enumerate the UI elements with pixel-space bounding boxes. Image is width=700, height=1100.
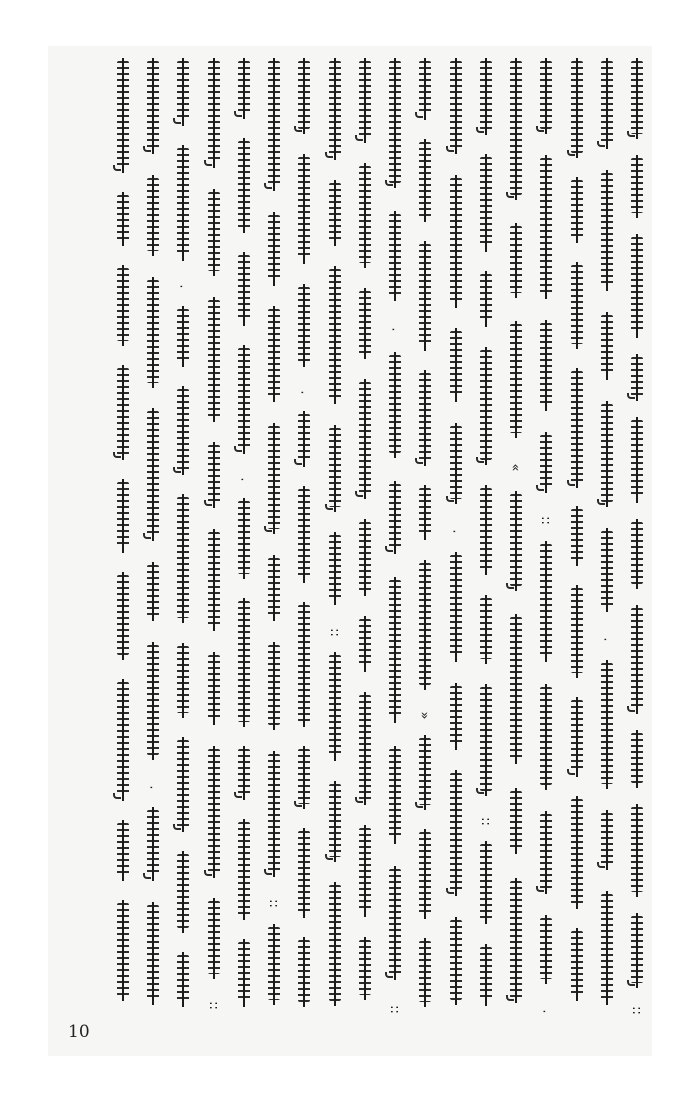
word-glyph <box>450 920 462 1001</box>
punctuation-mark: · <box>233 477 249 482</box>
word-glyph <box>208 532 220 627</box>
word-glyph <box>540 814 552 889</box>
word-glyph <box>601 894 613 999</box>
punctuation-mark: « <box>507 463 523 472</box>
word-glyph <box>419 373 431 461</box>
text-column <box>594 56 620 1028</box>
word-glyph <box>631 608 643 710</box>
punctuation-mark: · <box>142 785 158 790</box>
word-glyph <box>268 215 280 281</box>
word-glyph <box>298 749 310 803</box>
word-glyph <box>359 828 371 912</box>
word-glyph <box>147 411 159 536</box>
word-glyph <box>117 368 129 455</box>
word-glyph <box>389 61 401 183</box>
word-glyph <box>208 192 220 272</box>
word-glyph <box>359 522 371 592</box>
word-glyph <box>631 61 643 134</box>
word-glyph <box>480 157 492 247</box>
word-glyph <box>177 309 189 362</box>
word-glyph <box>389 749 401 839</box>
word-glyph <box>208 445 220 503</box>
word-glyph <box>268 927 280 1000</box>
word-glyph <box>601 404 613 502</box>
word-glyph <box>450 686 462 744</box>
text-column <box>624 56 650 1028</box>
word-glyph <box>631 420 643 499</box>
word-glyph <box>601 173 613 286</box>
punctuation-mark: · <box>173 284 189 289</box>
word-glyph <box>571 180 583 239</box>
text-column <box>352 56 378 1028</box>
word-glyph <box>147 810 159 876</box>
text-column <box>503 56 529 1028</box>
word-glyph <box>238 61 250 114</box>
word-glyph <box>510 494 522 586</box>
word-glyph <box>419 941 431 1002</box>
word-glyph <box>359 61 371 138</box>
word-glyph <box>298 605 310 722</box>
word-glyph <box>117 195 129 241</box>
word-glyph <box>238 348 250 448</box>
word-glyph <box>268 426 280 529</box>
punctuation-mark: :: <box>628 1005 644 1015</box>
word-glyph <box>419 738 431 806</box>
word-glyph <box>177 646 189 713</box>
word-glyph <box>238 501 250 574</box>
word-glyph <box>177 740 189 828</box>
text-column <box>533 56 559 1028</box>
text-column <box>564 56 590 1028</box>
word-glyph <box>571 700 583 772</box>
word-glyph <box>298 61 310 129</box>
word-glyph <box>540 61 552 129</box>
word-glyph <box>631 733 643 783</box>
word-glyph <box>329 428 341 507</box>
word-glyph <box>238 255 250 322</box>
word-glyph <box>117 268 129 341</box>
word-glyph <box>298 940 310 1001</box>
text-column <box>140 56 166 1028</box>
word-glyph <box>571 265 583 344</box>
word-glyph <box>359 619 371 668</box>
word-glyph <box>208 61 220 163</box>
punctuation-mark: :: <box>477 817 493 826</box>
word-glyph <box>268 309 280 397</box>
text-column <box>261 56 287 1028</box>
word-glyph <box>510 226 522 293</box>
word-glyph <box>450 555 462 658</box>
word-glyph <box>540 687 552 785</box>
word-glyph <box>571 588 583 673</box>
text-column <box>443 56 469 1028</box>
word-glyph <box>298 831 310 913</box>
word-glyph <box>540 435 552 488</box>
word-glyph <box>147 280 159 383</box>
punctuation-mark: :: <box>538 516 554 525</box>
word-glyph <box>510 324 522 433</box>
word-glyph <box>147 61 159 149</box>
word-glyph <box>359 166 371 264</box>
text-column <box>412 56 438 1028</box>
word-glyph <box>571 509 583 561</box>
text-column <box>201 56 227 1028</box>
word-glyph <box>238 601 250 722</box>
word-glyph <box>601 531 613 606</box>
word-glyph <box>177 497 189 619</box>
text-column <box>231 56 257 1028</box>
word-glyph <box>480 844 492 920</box>
word-glyph <box>480 598 492 660</box>
word-glyph <box>298 157 310 260</box>
word-glyph <box>147 905 159 1000</box>
punctuation-mark: :: <box>266 899 282 909</box>
text-column <box>110 56 136 1028</box>
word-glyph <box>329 183 341 240</box>
word-glyph <box>208 901 220 974</box>
word-glyph <box>450 178 462 303</box>
word-glyph <box>268 61 280 186</box>
word-glyph <box>117 482 129 548</box>
punctuation-mark: :: <box>326 627 342 637</box>
word-glyph <box>147 645 159 755</box>
word-glyph <box>147 565 159 616</box>
word-glyph <box>208 300 220 417</box>
word-glyph <box>208 655 220 720</box>
word-glyph <box>117 823 129 876</box>
word-glyph <box>208 749 220 873</box>
word-glyph <box>450 331 462 397</box>
text-column <box>382 56 408 1028</box>
scanned-page <box>48 46 652 1056</box>
word-glyph <box>631 237 643 333</box>
word-glyph <box>571 371 583 483</box>
punctuation-mark: » <box>416 711 432 720</box>
word-glyph <box>359 695 371 800</box>
word-glyph <box>631 158 643 213</box>
word-glyph <box>298 489 310 578</box>
word-glyph <box>450 426 462 499</box>
word-glyph <box>117 61 129 168</box>
punctuation-mark: · <box>535 1009 551 1014</box>
word-glyph <box>117 575 129 655</box>
word-glyph <box>298 414 310 461</box>
word-glyph <box>540 323 552 406</box>
word-glyph <box>631 916 643 983</box>
word-glyph <box>268 754 280 872</box>
word-glyph <box>510 61 522 195</box>
word-glyph <box>238 942 250 1002</box>
word-glyph <box>329 655 341 756</box>
word-glyph <box>329 885 341 1001</box>
punctuation-mark: · <box>445 529 461 534</box>
word-glyph <box>419 488 431 535</box>
word-glyph <box>571 799 583 904</box>
text-column <box>473 56 499 1028</box>
word-glyph <box>601 813 613 866</box>
word-glyph <box>238 822 250 916</box>
word-glyph <box>117 903 129 996</box>
word-glyph <box>510 881 522 998</box>
word-glyph <box>177 148 189 256</box>
punctuation-mark: · <box>596 637 612 642</box>
word-glyph <box>389 580 401 718</box>
word-glyph <box>298 287 310 362</box>
word-glyph <box>177 61 189 121</box>
word-glyph <box>117 682 129 796</box>
word-glyph <box>389 869 401 975</box>
word-glyph <box>359 382 371 494</box>
word-glyph <box>540 544 552 657</box>
page-number: 10 <box>68 1022 90 1042</box>
punctuation-mark: :: <box>205 1001 221 1011</box>
word-glyph <box>329 269 341 399</box>
word-glyph <box>631 807 643 891</box>
word-glyph <box>329 784 341 856</box>
word-glyph <box>510 617 522 759</box>
word-glyph <box>480 61 492 130</box>
word-glyph <box>419 142 431 216</box>
word-glyph <box>359 940 371 996</box>
word-glyph <box>359 291 371 354</box>
word-glyph <box>631 522 643 583</box>
word-glyph <box>601 315 613 375</box>
word-glyph <box>238 749 250 795</box>
word-glyph <box>177 854 189 928</box>
word-glyph <box>389 355 401 453</box>
word-glyph <box>480 488 492 571</box>
word-glyph <box>329 535 341 600</box>
word-glyph <box>147 178 159 251</box>
word-glyph <box>540 158 552 294</box>
word-glyph <box>480 350 492 461</box>
word-glyph <box>268 558 280 616</box>
word-glyph <box>571 61 583 153</box>
word-glyph <box>571 931 583 996</box>
punctuation-mark: · <box>293 390 309 395</box>
text-column <box>322 56 348 1028</box>
word-glyph <box>268 645 280 726</box>
word-glyph <box>540 918 552 978</box>
word-glyph <box>601 663 613 784</box>
word-glyph <box>510 791 522 850</box>
punctuation-mark: · <box>384 327 400 332</box>
word-glyph <box>389 214 401 296</box>
word-glyph <box>601 61 613 144</box>
word-glyph <box>419 244 431 346</box>
word-glyph <box>177 389 189 470</box>
punctuation-mark: :: <box>386 1005 402 1015</box>
word-glyph <box>419 563 431 686</box>
word-glyph <box>631 357 643 395</box>
word-glyph <box>419 832 431 913</box>
word-glyph <box>480 947 492 1002</box>
text-column <box>291 56 317 1028</box>
word-glyph <box>419 61 431 115</box>
word-glyph <box>177 955 189 1002</box>
word-glyph <box>238 141 250 228</box>
text-column <box>170 56 196 1028</box>
word-glyph <box>389 484 401 549</box>
mongolian-text-block <box>110 56 650 1028</box>
word-glyph <box>450 61 462 149</box>
word-glyph <box>480 274 492 322</box>
word-glyph <box>480 687 492 791</box>
word-glyph <box>450 773 462 891</box>
word-glyph <box>329 61 341 155</box>
